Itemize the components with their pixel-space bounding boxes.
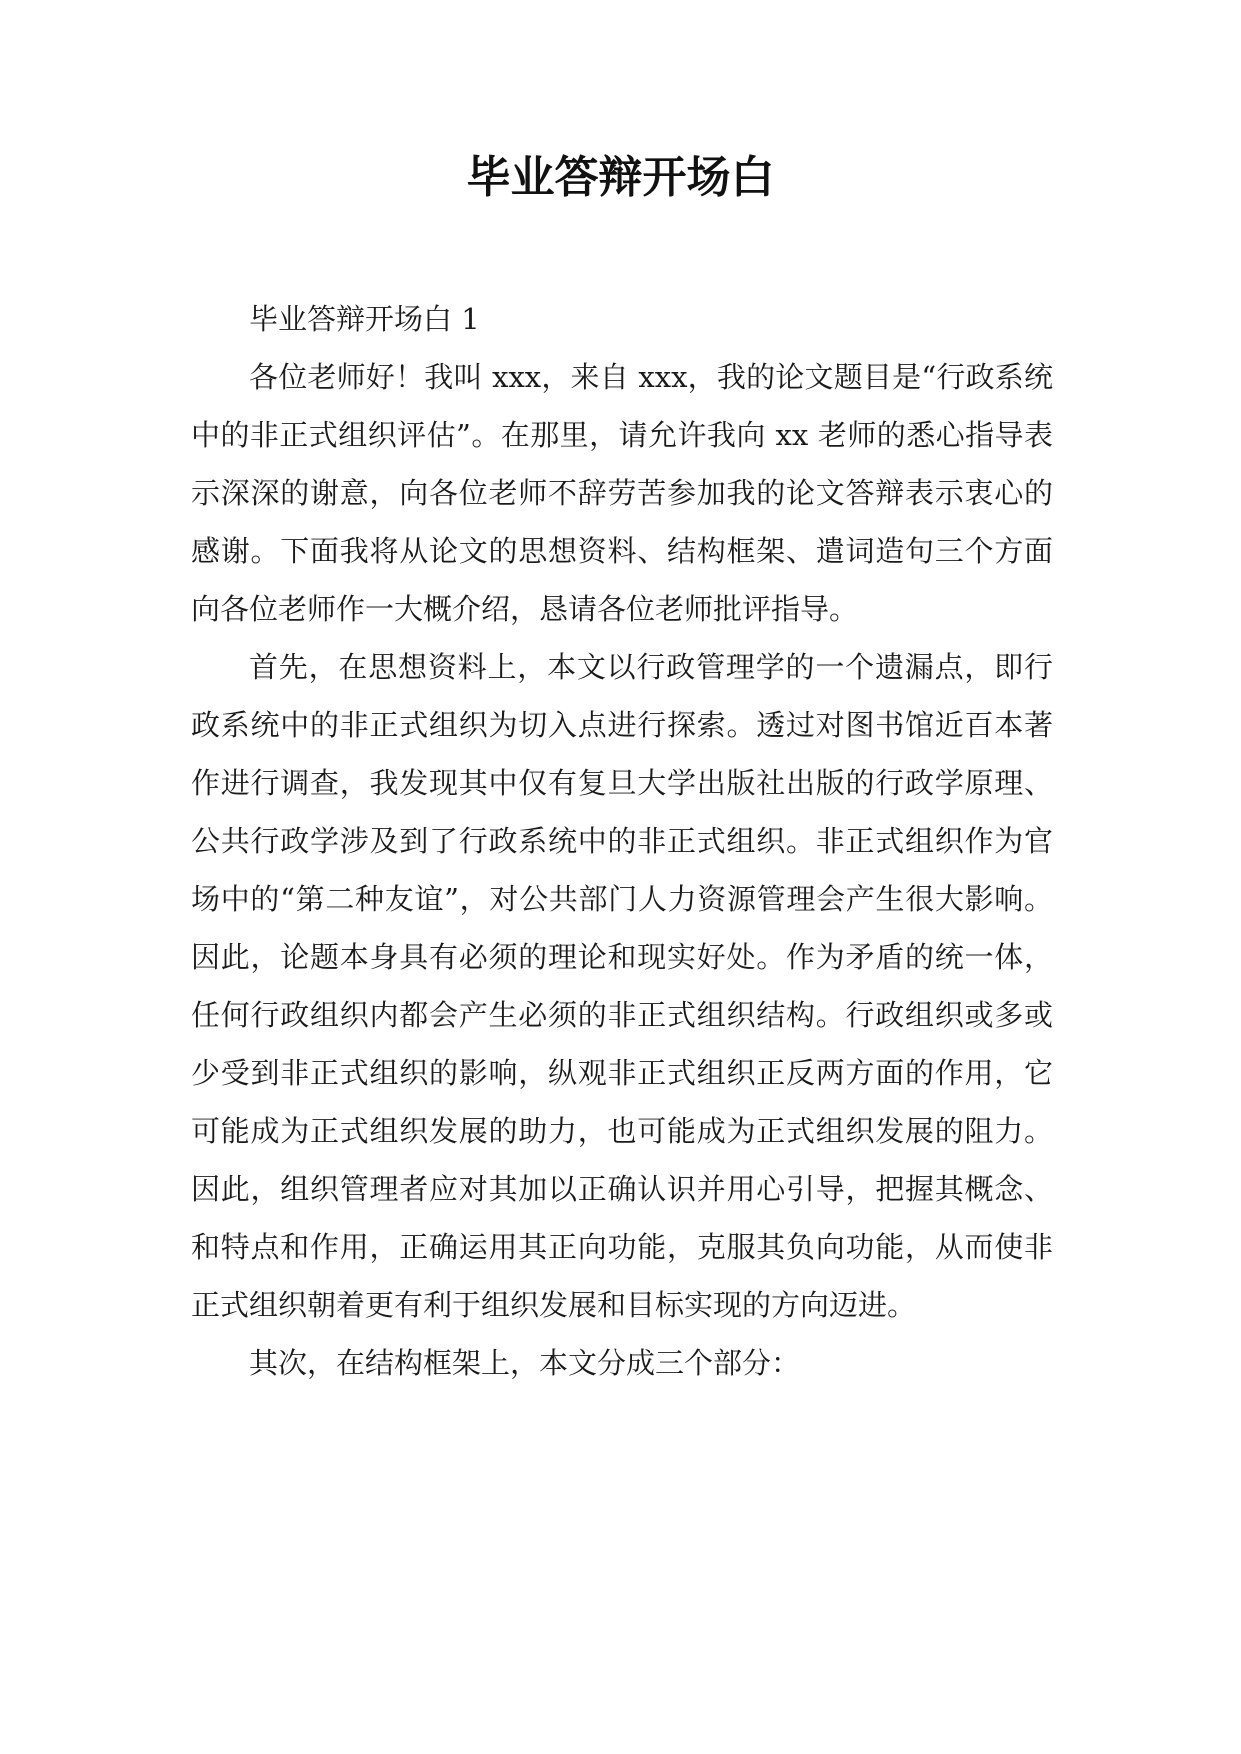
section-heading: 毕业答辩开场白 1 bbox=[249, 302, 480, 336]
paragraph-second-point: 其次，在结构框架上，本文分成三个部分： bbox=[249, 1346, 801, 1380]
paragraph-first-point: 首先，在思想资料上，本文以行政管理学的一个遗漏点，即行政系统中的非正式组织为切入点进行探索。透过对图书馆近百本著作进行调查，我发现其中仅有复旦大学出版社出版的行政学原理、公共行政学涉及到了行政系统中的非正式组织。非正式组织作为官场中的“第二种友谊”，对公共部门人力资源管理会产生很大影响。因此，论题本身具有必须的理论和现实好处。作为矛盾的统一体，任何行政组织内都会产生必须的非正式组织结构。行政组织或多或少受到非正式组织的影响，纵观非正式组织正反两方面的作用，它可能成为正式组织发展的助力，也可能成为正式组织发展的阻力。因此，组织管理者应对其加以正确认识并用心引导，把握其概念、和特点和作用，正确运用其正向功能，克服其负向功能，从而使非正式组织朝着更有利于组织发展和目标实现的方向迈进。 bbox=[191, 650, 1053, 1322]
document-body bbox=[191, 290, 1053, 1392]
document-title: 毕业答辩开场白 bbox=[466, 152, 775, 203]
paragraph-greeting: 各位老师好！我叫 xxx，来自 xxx，我的论文题目是“行政系统中的非正式组织评估”。在那里，请允许我向 xx 老师的悉心指导表示深深的谢意，向各位老师不辞劳苦参加我的论文答辩表示衷心的感谢。下面我将从论文的思想资料、结构框架、遣词造句三个方面向各位老师作一大概介绍，恳请各位老师批评指导。 bbox=[191, 360, 1053, 626]
